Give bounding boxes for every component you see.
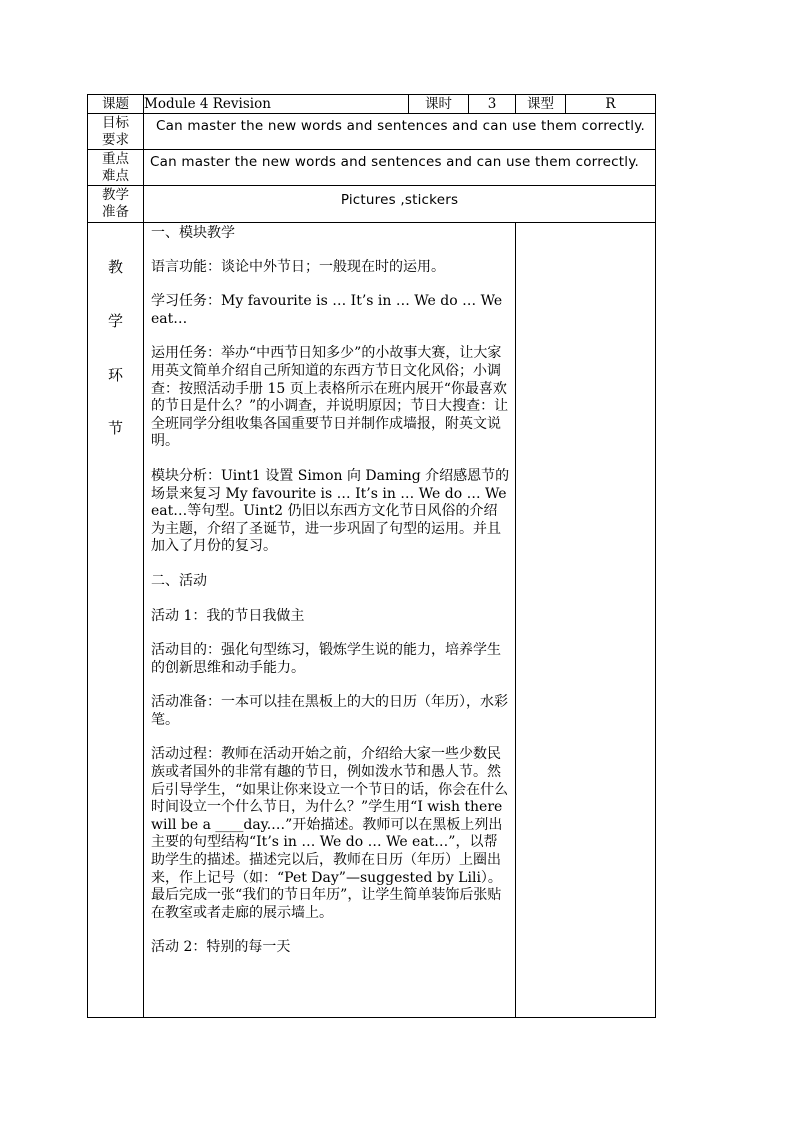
activity-1-materials: 活动准备：一本可以挂在黑板上的大的日历（年历），水彩笔。 [151,694,508,728]
process-notes-column [516,223,656,1018]
activity-1-title: 活动 1：我的节日我做主 [151,607,305,624]
key-points-label-line1: 重点 [102,150,129,167]
goals-value: Can master the new words and sentences and can use them correctly. [144,114,656,150]
process-side-label [88,223,144,1018]
header-row [88,95,656,114]
side-char-4: 节 [107,419,123,437]
activity-1-process: 活动过程：教师在活动开始之前，介绍给大家一些少数民族或者国外的非常有趣的节日，例如泼水节和愚人节。然后引导学生，“如果让你来设立一个节日的话，你会在什么时间设立一个什么节日，为什么？”学生用“I wish there will be a ____day.…”开始描述。教师可以在黑板上列出主要的句型结构“It’s in … We do … We eat…”，以帮助学生的描述。描述完以后，教师在日历（年历）上圈出来，作上记号（如：“Pet Day”—suggested by Lili）。最后完成一张“我们的节日年历”，让学生简单装饰后张贴在教室或者走廊的展示墙上。 [151,746,509,921]
activity-2-title: 活动 2：特别的每一天 [151,939,291,956]
lesson-type-label: 课型 [516,95,566,114]
topic-value: Module 4 Revision [144,95,409,114]
key-points-label-line2: 难点 [102,167,129,184]
preparation-label-line2: 准备 [102,204,129,220]
section-heading-module: 一、模块教学 [151,225,235,241]
side-char-3: 环 [107,366,123,384]
key-points-value: Can master the new words and sentences and can use them correctly. [144,150,656,186]
goals-row [88,114,656,150]
module-analysis: 模块分析：Uint1 设置 Simon 向 Daming 介绍感恩节的场景来复习 My favourite is … It’s in … We do … We eat…等句型。Uint2 仍旧以东西方文化节日风俗的介绍为主题，介绍了圣诞节，进一步巩固了句型的运用。并且加入了月份的复习。 [151,467,510,555]
key-points-label [88,150,144,186]
application-task: 运用任务：举办“中西节日知多少”的小故事大赛，让大家用英文简单介绍自己所知道的东西方节日文化风俗；小调查：按照活动手册 15 页上表格所示在班内展开“你最喜欢的节日是什么？”的小调查，并说明原因；节日大搜查：让全班同学分组收集各国重要节日并制作成墙报，附英文说明。 [151,345,509,450]
preparation-row [88,186,656,223]
preparation-value: Pictures ,stickers [144,186,656,223]
process-content [144,223,516,1018]
period-label: 课时 [409,95,469,114]
activity-1-goal: 活动目的：强化句型练习，锻炼学生说的能力，培养学生的创新思维和动手能力。 [151,642,501,676]
language-function: 语言功能：谈论中外节日；一般现在时的运用。 [151,258,445,275]
section-heading-activities: 二、活动 [151,572,207,589]
side-char-1: 教 [107,258,123,276]
lesson-plan-table [87,94,656,1018]
goals-label [88,114,144,150]
period-value: 3 [469,95,516,114]
learning-task: 学习任务：My favourite is … It’s in … We do … We eat… [151,293,503,327]
side-char-2: 学 [107,312,123,330]
preparation-label-line1: 教学 [102,187,129,203]
lesson-type-value: R [566,95,656,114]
topic-label: 课题 [88,95,144,114]
process-row [88,223,656,1018]
key-points-row [88,150,656,186]
preparation-label [88,186,144,223]
goals-label-line1: 目标 [102,114,129,131]
goals-label-line2: 要求 [102,131,129,148]
